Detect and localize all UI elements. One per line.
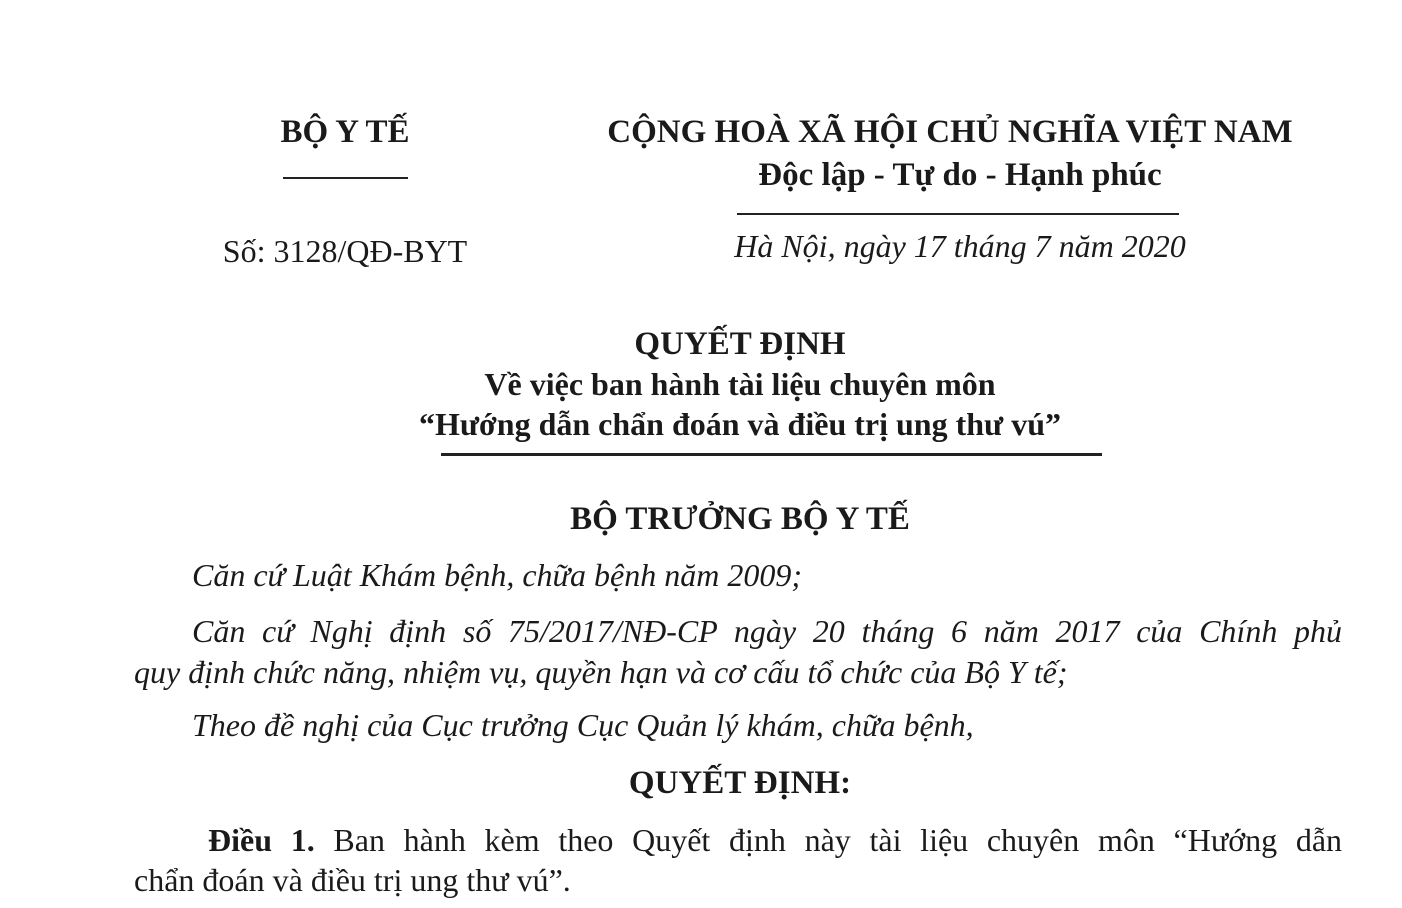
national-title: CỘNG HOÀ XÃ HỘI CHỦ NGHĨA VIỆT NAM bbox=[607, 114, 1293, 150]
motto-underline bbox=[737, 213, 1179, 215]
document-number: Số: 3128/QĐ-BYT bbox=[222, 233, 468, 269]
article-1-text: Ban hành kèm theo Quyết định này tài liệu chuyên môn “Hướng dẫn bbox=[333, 822, 1343, 858]
legal-basis-2-line-1: Căn cứ Nghị định số 75/2017/NĐ-CP ngày 20 tháng 6 năm 2017 của Chính phủ bbox=[192, 613, 1342, 649]
legal-basis-2-line-2: quy định chức năng, nhiệm vụ, quyền hạn và cơ cấu tổ chức của Bộ Y tế; bbox=[134, 654, 1068, 690]
article-1-label: Điều 1. bbox=[208, 822, 315, 858]
article-1-line-2: chẩn đoán và điều trị ung thư vú”. bbox=[134, 862, 571, 898]
place-and-date: Hà Nội, ngày 17 tháng 7 năm 2020 bbox=[734, 228, 1186, 264]
agency-underline bbox=[283, 177, 408, 179]
subject-underline bbox=[441, 453, 1102, 456]
document-title: QUYẾT ĐỊNH bbox=[634, 326, 846, 362]
subject-line-1: Về việc ban hành tài liệu chuyên môn bbox=[484, 366, 996, 402]
legal-basis-1: Căn cứ Luật Khám bệnh, chữa bệnh năm 2009; bbox=[192, 557, 802, 593]
article-1-line-1 bbox=[208, 822, 1342, 859]
subject-line-2: “Hướng dẫn chẩn đoán và điều trị ung thư vú” bbox=[418, 406, 1062, 442]
legal-basis-3: Theo đề nghị của Cục trưởng Cục Quản lý khám, chữa bệnh, bbox=[192, 707, 974, 743]
issuing-agency: BỘ Y TẾ bbox=[280, 114, 410, 150]
decision-heading: QUYẾT ĐỊNH: bbox=[628, 765, 852, 801]
national-motto: Độc lập - Tự do - Hạnh phúc bbox=[758, 157, 1162, 193]
issuing-authority: BỘ TRƯỞNG BỘ Y TẾ bbox=[570, 501, 910, 537]
